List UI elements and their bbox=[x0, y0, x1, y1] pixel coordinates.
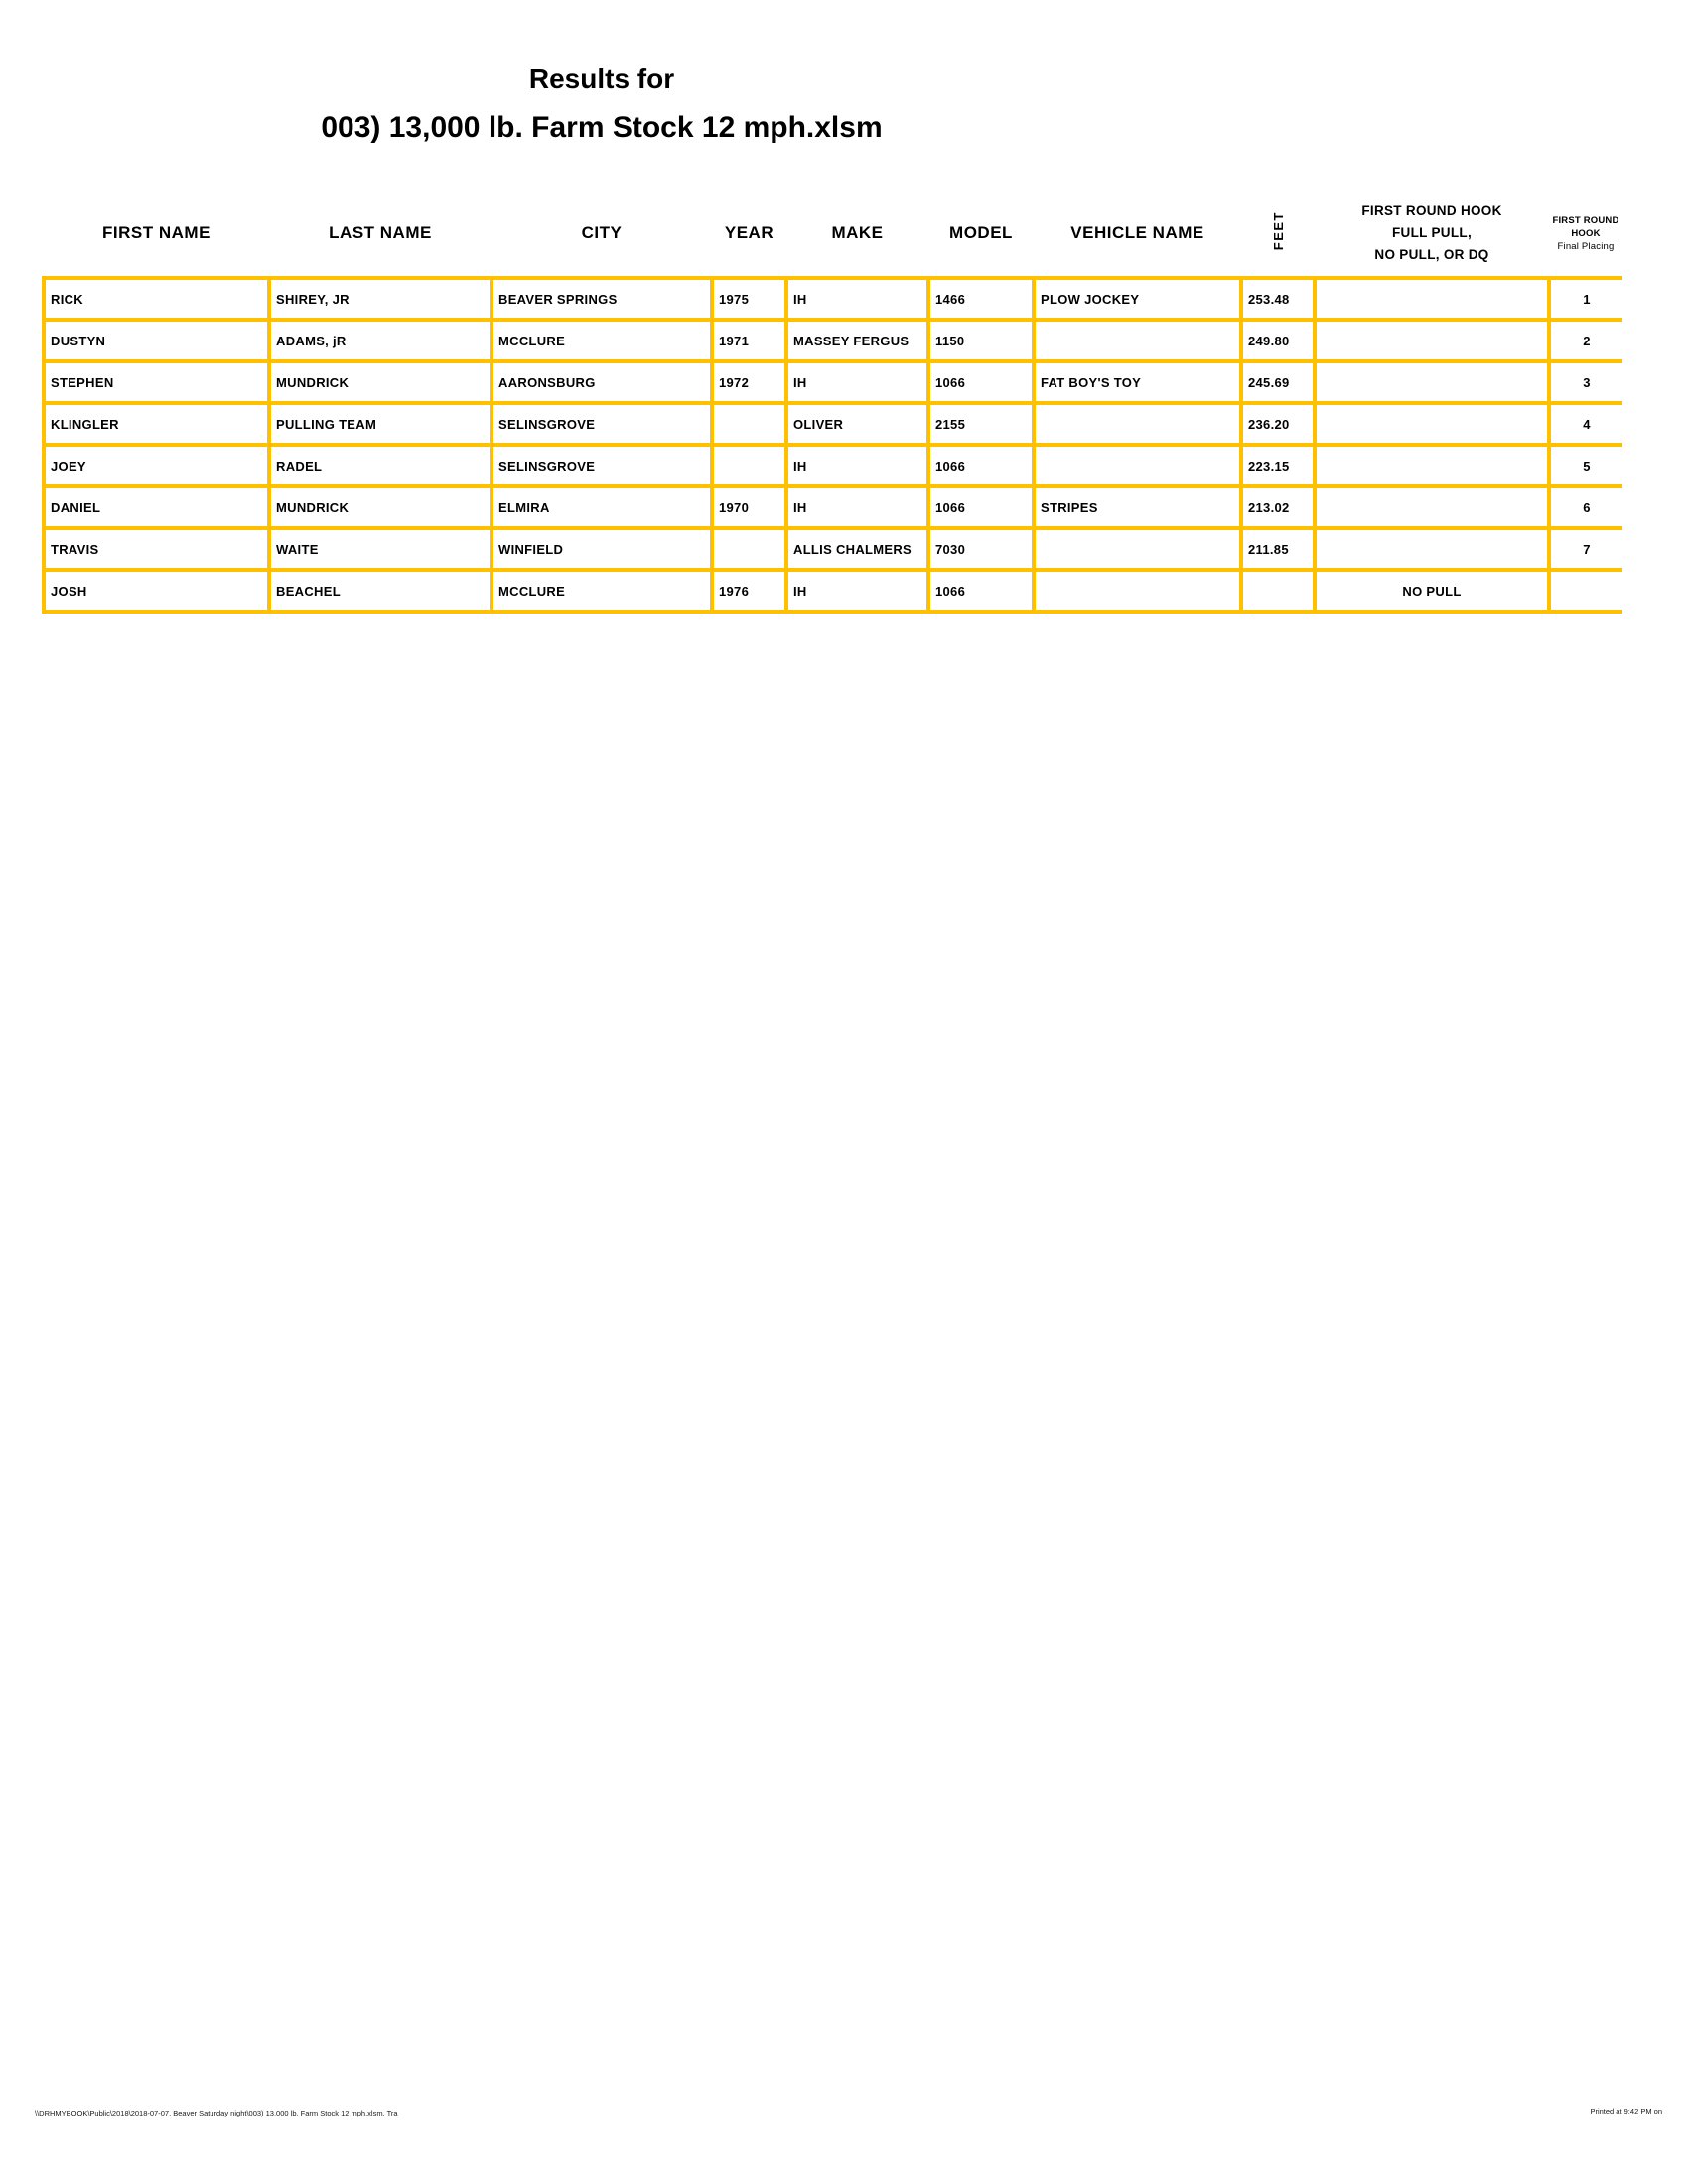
cell-last_name: ADAMS, jR bbox=[269, 320, 492, 361]
cell-model: 2155 bbox=[928, 403, 1034, 445]
cell-vehicle_name bbox=[1034, 403, 1241, 445]
placing-header-line2: HOOK bbox=[1571, 227, 1601, 239]
cell-year bbox=[712, 528, 786, 570]
header-last-name bbox=[269, 191, 492, 278]
cell-make: IH bbox=[786, 278, 928, 320]
table-row bbox=[44, 320, 1622, 361]
cell-placing: 1 bbox=[1549, 278, 1622, 320]
placing-header-line1: FIRST ROUND bbox=[1552, 214, 1619, 226]
cell-year: 1972 bbox=[712, 361, 786, 403]
header-make bbox=[786, 191, 928, 278]
cell-placing: 6 bbox=[1549, 486, 1622, 528]
header-first-name bbox=[44, 191, 269, 278]
cell-vehicle_name bbox=[1034, 320, 1241, 361]
cell-first_name: JOSH bbox=[44, 570, 269, 612]
cell-last_name: SHIREY, JR bbox=[269, 278, 492, 320]
cell-model: 1066 bbox=[928, 445, 1034, 486]
cell-year: 1970 bbox=[712, 486, 786, 528]
header-year-label: YEAR bbox=[724, 223, 774, 242]
cell-year: 1971 bbox=[712, 320, 786, 361]
cell-city: SELINSGROVE bbox=[492, 445, 712, 486]
cell-city: MCCLURE bbox=[492, 570, 712, 612]
header-model-label: MODEL bbox=[949, 223, 1013, 242]
table-row bbox=[44, 445, 1622, 486]
cell-feet: 211.85 bbox=[1241, 528, 1315, 570]
cell-first_name: JOEY bbox=[44, 445, 269, 486]
cell-placing bbox=[1549, 570, 1622, 612]
cell-first_name: STEPHEN bbox=[44, 361, 269, 403]
cell-last_name: MUNDRICK bbox=[269, 486, 492, 528]
cell-city: AARONSBURG bbox=[492, 361, 712, 403]
cell-vehicle_name bbox=[1034, 445, 1241, 486]
cell-first_name: KLINGLER bbox=[44, 403, 269, 445]
cell-placing: 3 bbox=[1549, 361, 1622, 403]
report-title: Results for bbox=[528, 64, 675, 94]
header-first-name-label: FIRST NAME bbox=[102, 223, 211, 242]
table-row bbox=[44, 570, 1622, 612]
cell-make: OLIVER bbox=[786, 403, 928, 445]
header-city bbox=[492, 191, 712, 278]
header-city-label: CITY bbox=[581, 223, 623, 242]
cell-model: 7030 bbox=[928, 528, 1034, 570]
header-row bbox=[44, 191, 1622, 278]
cell-model: 1466 bbox=[928, 278, 1034, 320]
cell-first_name: RICK bbox=[44, 278, 269, 320]
cell-feet: 223.15 bbox=[1241, 445, 1315, 486]
cell-make: IH bbox=[786, 570, 928, 612]
cell-placing: 7 bbox=[1549, 528, 1622, 570]
cell-feet: 236.20 bbox=[1241, 403, 1315, 445]
cell-last_name: WAITE bbox=[269, 528, 492, 570]
cell-vehicle_name: PLOW JOCKEY bbox=[1034, 278, 1241, 320]
placing-header-line3: Final Placing bbox=[1557, 240, 1615, 252]
cell-city: BEAVER SPRINGS bbox=[492, 278, 712, 320]
cell-feet: 245.69 bbox=[1241, 361, 1315, 403]
table-row bbox=[44, 403, 1622, 445]
cell-feet bbox=[1241, 570, 1315, 612]
cell-make: IH bbox=[786, 486, 928, 528]
cell-hook: NO PULL bbox=[1315, 570, 1549, 612]
cell-make: IH bbox=[786, 361, 928, 403]
cell-first_name: DUSTYN bbox=[44, 320, 269, 361]
header-first-round-hook-result bbox=[1315, 191, 1549, 278]
header-feet bbox=[1241, 191, 1315, 278]
footer-printed-at: Printed at 9:42 PM on bbox=[1590, 2107, 1662, 2116]
cell-year bbox=[712, 445, 786, 486]
cell-hook bbox=[1315, 361, 1549, 403]
cell-vehicle_name: STRIPES bbox=[1034, 486, 1241, 528]
cell-year bbox=[712, 403, 786, 445]
cell-city: SELINSGROVE bbox=[492, 403, 712, 445]
cell-city: MCCLURE bbox=[492, 320, 712, 361]
cell-hook bbox=[1315, 320, 1549, 361]
cell-city: ELMIRA bbox=[492, 486, 712, 528]
header-year bbox=[712, 191, 786, 278]
cell-placing: 5 bbox=[1549, 445, 1622, 486]
cell-model: 1066 bbox=[928, 570, 1034, 612]
table-row bbox=[44, 361, 1622, 403]
results-table bbox=[42, 191, 1622, 614]
results-tbody bbox=[44, 278, 1622, 612]
header-model bbox=[928, 191, 1034, 278]
cell-last_name: MUNDRICK bbox=[269, 361, 492, 403]
hook-header-line1: FIRST ROUND HOOK bbox=[1361, 204, 1502, 218]
report-subtitle-filename: 003) 13,000 lb. Farm Stock 12 mph.xlsm bbox=[321, 111, 883, 144]
cell-city: WINFIELD bbox=[492, 528, 712, 570]
cell-vehicle_name: FAT BOY'S TOY bbox=[1034, 361, 1241, 403]
cell-vehicle_name bbox=[1034, 528, 1241, 570]
cell-feet: 213.02 bbox=[1241, 486, 1315, 528]
cell-model: 1066 bbox=[928, 361, 1034, 403]
hook-header-line2: FULL PULL, bbox=[1392, 225, 1472, 240]
cell-last_name: PULLING TEAM bbox=[269, 403, 492, 445]
cell-model: 1066 bbox=[928, 486, 1034, 528]
cell-model: 1150 bbox=[928, 320, 1034, 361]
cell-vehicle_name bbox=[1034, 570, 1241, 612]
cell-placing: 4 bbox=[1549, 403, 1622, 445]
table-row bbox=[44, 486, 1622, 528]
cell-placing: 2 bbox=[1549, 320, 1622, 361]
header-final-placing bbox=[1549, 191, 1622, 278]
header-vehicle-name-label: VEHICLE NAME bbox=[1070, 223, 1204, 242]
cell-hook bbox=[1315, 278, 1549, 320]
header-vehicle-name bbox=[1034, 191, 1241, 278]
cell-make: MASSEY FERGUS bbox=[786, 320, 928, 361]
hook-header-line3: NO PULL, OR DQ bbox=[1374, 247, 1489, 262]
cell-feet: 253.48 bbox=[1241, 278, 1315, 320]
cell-feet: 249.80 bbox=[1241, 320, 1315, 361]
footer-file-path: \\DRHMYBOOK\Public\2018\2018-07-07, Beaver Saturday night\003) 13,000 lb. Farm Stock 12 mph.xlsm, Tra bbox=[35, 2109, 398, 2117]
header-last-name-label: LAST NAME bbox=[329, 223, 432, 242]
cell-hook bbox=[1315, 486, 1549, 528]
cell-hook bbox=[1315, 445, 1549, 486]
header-feet-label-rotated: FEET bbox=[1270, 210, 1286, 251]
cell-year: 1976 bbox=[712, 570, 786, 612]
cell-last_name: BEACHEL bbox=[269, 570, 492, 612]
cell-make: IH bbox=[786, 445, 928, 486]
cell-first_name: TRAVIS bbox=[44, 528, 269, 570]
cell-year: 1975 bbox=[712, 278, 786, 320]
report-title-block bbox=[0, 64, 1203, 145]
header-make-label: MAKE bbox=[831, 223, 884, 242]
table-row bbox=[44, 278, 1622, 320]
table-row bbox=[44, 528, 1622, 570]
cell-make: ALLIS CHALMERS bbox=[786, 528, 928, 570]
cell-last_name: RADEL bbox=[269, 445, 492, 486]
cell-first_name: DANIEL bbox=[44, 486, 269, 528]
cell-hook bbox=[1315, 403, 1549, 445]
cell-hook bbox=[1315, 528, 1549, 570]
